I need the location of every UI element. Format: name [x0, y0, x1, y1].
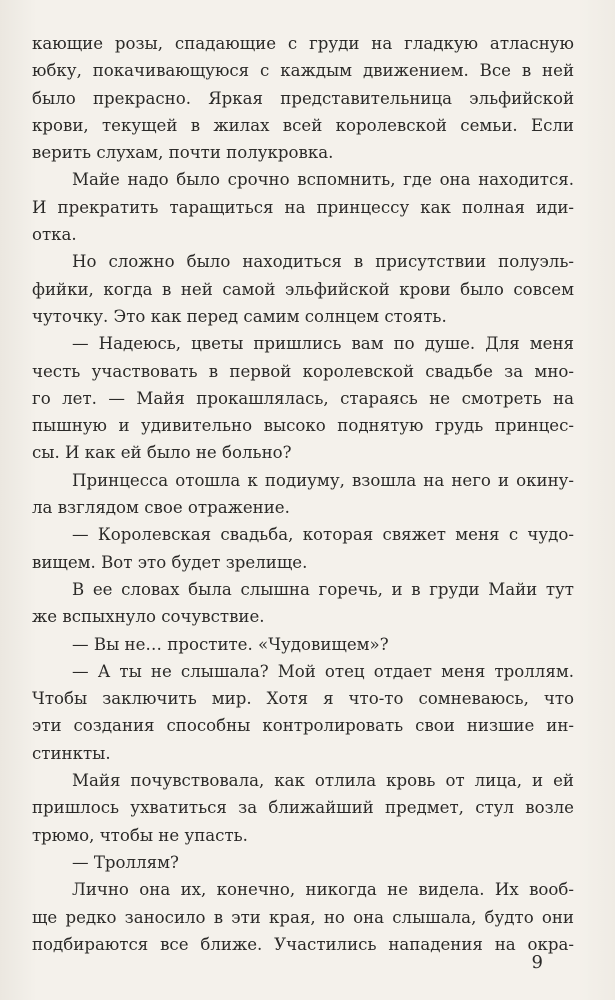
- text-line: верить слухам, почти полукровка.: [32, 143, 334, 163]
- text-line: — Троллям?: [72, 852, 179, 872]
- text-line: И прекратить таращиться на принцессу как полная иди-: [32, 197, 574, 217]
- text-line: кающие розы, спадающие с груди на гладкую атласную: [32, 34, 574, 53]
- text-line: — Вы не… простите. «Чудовищем»?: [72, 634, 389, 654]
- text-line: эти создания способны контролировать свои низшие ин-: [32, 716, 574, 736]
- text-line: юбку, покачивающуюся с каждым движением. Все в ней: [32, 61, 574, 81]
- text-line: сы. И как ей было не больно?: [32, 443, 292, 463]
- text-line: — А ты не слышала? Мой отец отдает меня троллям.: [72, 661, 574, 681]
- text-line: ще редко заносило в эти края, но она слышала, будто они: [32, 907, 574, 927]
- text-line: Майя почувствовала, как отлила кровь от лица, и ей: [72, 771, 574, 791]
- text-line: чуточку. Это как перед самим солнцем стоять.: [32, 306, 447, 326]
- text-line: подбираются все ближе. Участились нападения на окра-: [32, 934, 574, 954]
- text-line: вищем. Вот это будет зрелище.: [32, 552, 308, 572]
- text-line: пришлось ухватиться за ближайший предмет, стул возле: [32, 798, 574, 818]
- text-line: Но сложно было находиться в присутствии полуэль-: [72, 252, 574, 272]
- text-line: го лет. — Майя прокашлялась, стараясь не смотреть на: [32, 388, 574, 408]
- text-line: Чтобы заключить мир. Хотя я что-то сомневаюсь, что: [32, 689, 574, 709]
- text-line: — Надеюсь, цветы пришлись вам по душе. Для меня: [72, 334, 574, 354]
- text-line: В ее словах была слышна горечь, и в груди Майи тут: [72, 579, 574, 599]
- text-line: пышную и удивительно высоко поднятую грудь принцес-: [32, 416, 574, 436]
- body-text: [32, 30, 574, 958]
- page-number: 9: [531, 952, 543, 973]
- text-line: же вспыхнуло сочувствие.: [32, 607, 265, 627]
- text-line: было прекрасно. Яркая представительница эльфийской: [32, 88, 574, 108]
- text-line: крови, текущей в жилах всей королевской семьи. Если: [32, 115, 574, 135]
- text-line: фийки, когда в ней самой эльфийской крови было совсем: [32, 279, 574, 299]
- text-line: стинкты.: [32, 743, 111, 763]
- text-line: ла взглядом свое отражение.: [32, 498, 290, 518]
- text-line: честь участвовать в первой королевской свадьбе за мно-: [32, 361, 574, 381]
- text-line: Принцесса отошла к подиуму, взошла на него и окину-: [72, 470, 574, 490]
- text-line: Майе надо было срочно вспомнить, где она находится.: [72, 170, 574, 190]
- text-line: Лично она их, конечно, никогда не видела. Их вооб-: [72, 880, 574, 900]
- text-line: трюмо, чтобы не упасть.: [32, 825, 248, 845]
- text-line: — Королевская свадьба, которая свяжет меня с чудо-: [72, 525, 574, 545]
- text-line: отка.: [32, 225, 77, 245]
